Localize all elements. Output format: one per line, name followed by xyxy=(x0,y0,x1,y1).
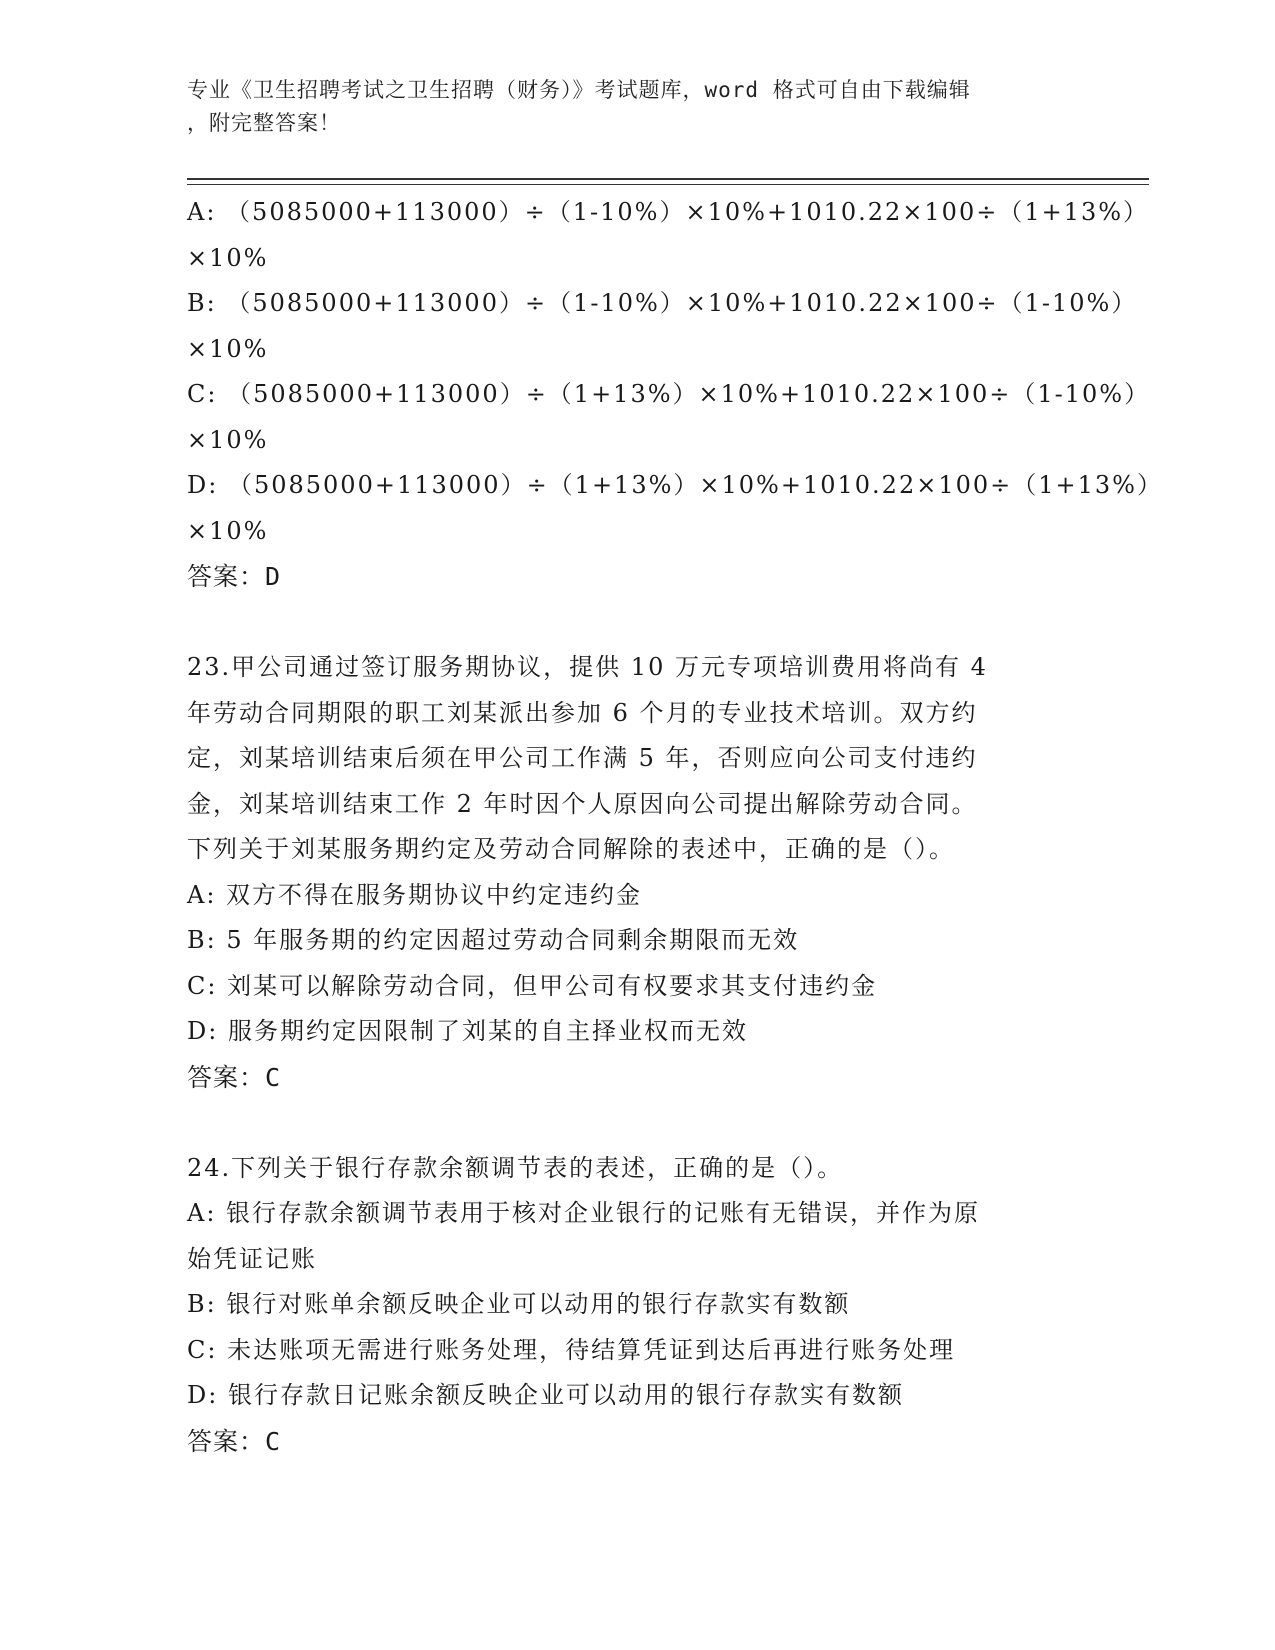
q24-stem-line-1: 24.下列关于银行存款余额调节表的表述，正确的是（）。 xyxy=(187,1153,844,1182)
q23-stem-line-1: 23.甲公司通过签订服务期协议，提供 10 万元专项培训费用将尚有 4 xyxy=(187,653,988,681)
question-23 xyxy=(187,645,1087,1100)
q24-option-a-line-2: 始凭证记账 xyxy=(187,1244,317,1273)
q23-stem-line-2: 年劳动合同期限的职工刘某派出参加 6 个月的专业技术培训。双方约 xyxy=(187,698,978,727)
header-line-2: ，附完整答案！ xyxy=(187,111,341,135)
q24-option-c: C: 未达账项无需进行账务处理，待结算凭证到达后再进行账务处理 xyxy=(187,1335,956,1364)
q23-option-a: A: 双方不得在服务期协议中约定违约金 xyxy=(187,880,643,909)
question-24 xyxy=(187,1146,1087,1465)
q22-option-b-line-1: B: （5085000+113000）÷（1-10%）×10%+1010.22×100÷（1-10%） xyxy=(187,289,1138,317)
q22-option-c-line-2: ×10% xyxy=(187,425,269,454)
header-divider-thick xyxy=(187,178,1149,180)
q24-answer: 答案：C xyxy=(187,1426,282,1456)
spacer xyxy=(187,1100,1087,1146)
q24-option-d: D: 银行存款日记账余额反映企业可以动用的银行存款实有数额 xyxy=(187,1381,904,1409)
q22-option-d-line-2: ×10% xyxy=(187,516,269,545)
q24-option-a-line-1: A: 银行存款余额调节表用于核对企业银行的记账有无错误，并作为原 xyxy=(187,1199,981,1227)
q22-option-d-line-1: D: （5085000+113000）÷（1+13%）×10%+1010.22×100÷（1+13%） xyxy=(187,471,1163,499)
q23-option-d: D: 服务期约定因限制了刘某的自主择业权而无效 xyxy=(187,1017,748,1045)
header-divider-thin xyxy=(187,184,1149,185)
header-line-1: 专业《卫生招聘考试之卫生招聘（财务）》考试题库，word 格式可自由下载编辑 xyxy=(187,78,971,102)
q22-option-c-line-1: C: （5085000+113000）÷（1+13%）×10%+1010.22×100÷（1-10%） xyxy=(187,380,1151,408)
q24-option-b: B: 银行对账单余额反映企业可以动用的银行存款实有数额 xyxy=(187,1290,851,1318)
q23-stem-line-5: 下列关于刘某服务期约定及劳动合同解除的表述中，正确的是（）。 xyxy=(187,835,955,863)
spacer xyxy=(187,600,1087,646)
q23-stem-line-4: 金，刘某培训结束工作 2 年时因个人原因向公司提出解除劳动合同。 xyxy=(187,789,978,818)
q23-option-c: C: 刘某可以解除劳动合同，但甲公司有权要求其支付违约金 xyxy=(187,971,878,1000)
q22-answer: 答案：D xyxy=(187,562,282,591)
question-22 xyxy=(187,190,1163,600)
document-body xyxy=(187,190,1163,1464)
q23-answer: 答案：C xyxy=(187,1062,282,1092)
q23-stem-line-3: 定，刘某培训结束后须在甲公司工作满 5 年，否则应向公司支付违约 xyxy=(187,744,978,772)
document-header xyxy=(187,74,1077,140)
q22-option-b-line-2: ×10% xyxy=(187,334,269,363)
q22-option-a-line-1: A: （5085000+113000）÷（1-10%）×10%+1010.22×100÷（1+13%） xyxy=(187,198,1150,226)
q22-option-a-line-2: ×10% xyxy=(187,243,269,272)
q23-option-b: B: 5 年服务期的约定因超过劳动合同剩余期限而无效 xyxy=(187,926,800,954)
